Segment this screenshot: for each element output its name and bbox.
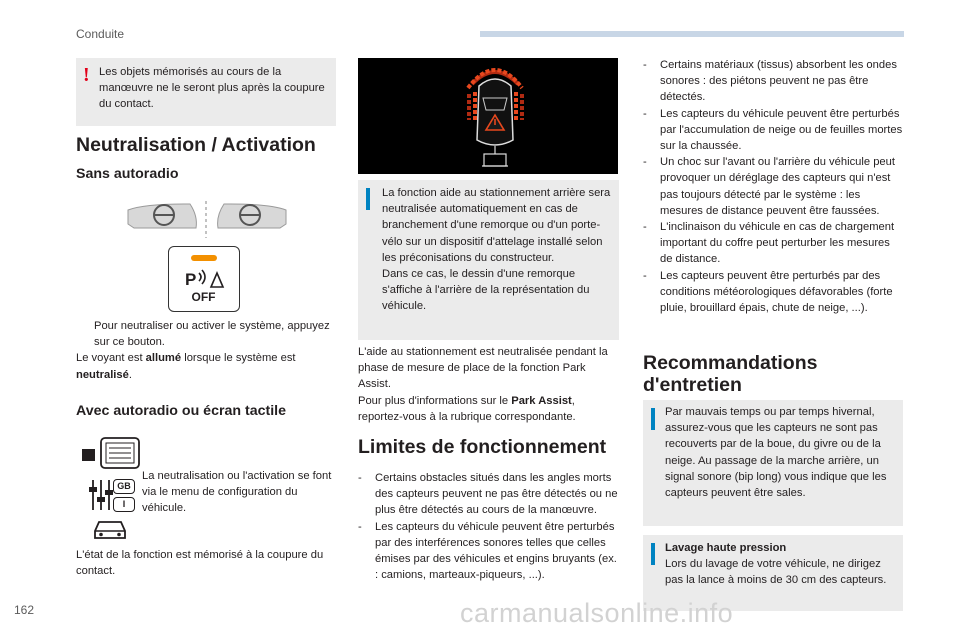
menu-config-text: La neutralisation ou l'activation se font via le menu de configuration du véhicule. <box>142 470 332 515</box>
subheading-sans-autoradio: Sans autoradio <box>76 166 179 182</box>
button-led <box>191 255 217 261</box>
button-off-label: OFF <box>191 290 216 304</box>
touchscreen-icon <box>80 436 142 470</box>
park-assist-text: L'aide au stationnement est neutralisée pendant la phase de mesure de place de la fonction Park Assist. Pour plus d'informations sur le Park Assist, reportez-vous à la rubrique correspondante. <box>358 346 608 423</box>
language-badge-gb: GB <box>113 479 135 494</box>
svg-text:P: P <box>185 270 197 289</box>
info-note-trailer <box>358 180 619 340</box>
page-number: 162 <box>14 603 35 617</box>
list-item: - Un choc sur l'avant ou l'arrière du véhicule peut provoquer un déréglage des capteurs qui n'est pas toujours détecté par le système : les mesures de distance peuvent être faussées. <box>643 156 895 217</box>
list-item: - Les capteurs peuvent être perturbés par des conditions météorologiques défavorables (forte pluie, brouillard épais, chute de neige, ...). <box>643 269 893 315</box>
list-item: - Certains obstacles situés dans les angles morts des capteurs peuvent ne pas être détectés ou ne plus être détectés au cours de la manœuvre. <box>358 472 618 517</box>
washing-text: Lavage haute pression Lors du lavage de votre véhicule, ne dirigez pas la lance à moins de 30 cm des capteurs. <box>665 542 887 587</box>
steering-wheel-icon <box>124 198 290 238</box>
section-label: Conduite <box>76 27 125 41</box>
warning-note <box>76 58 336 126</box>
watermark: carmanualsonline.info <box>460 598 734 628</box>
list-item: - Les capteurs du véhicule peuvent être perturbés par l'accumulation de neige ou de feuilles mortes sur la chaussée. <box>643 107 903 153</box>
list-item: - Certains matériaux (tissus) absorbent les ondes sonores : des piétons peuvent ne pas être détectés. <box>643 59 897 104</box>
settings-sliders-icon <box>88 478 114 512</box>
limits-list <box>358 470 620 583</box>
info-trailer-text: La fonction aide au stationnement arrière sera neutralisée automatiquement en cas de branchement d'une remorque ou d'un porte-vélo sur un dispositif d'attelage installé selon les préconisations du constructeur. Dans ce cas, le dessin d'une remorque s'affiche à l'arrière de la représentation du véhicule. <box>382 187 611 313</box>
heading-neutralisation: Neutralisation / Activation <box>76 134 316 156</box>
bullet-text: Pour neutraliser ou activer le système, appuyez sur ce bouton. <box>94 320 330 349</box>
status-sentence: Le voyant est allumé lorsque le système est neutralisé. <box>76 352 296 381</box>
list-item: - L'inclinaison du véhicule en cas de chargement important du coffre peut perturber les mesures de distance. <box>643 221 895 266</box>
press-button-instruction <box>76 318 336 383</box>
park-assist-off-button[interactable] <box>168 246 240 312</box>
info-icon <box>366 188 370 210</box>
heading-limites: Limites de fonctionnement <box>358 436 607 458</box>
info-note-maintenance <box>643 400 903 526</box>
list-item: - Les capteurs du véhicule peuvent être perturbés par des interférences sonores telles que celles émises par des véhicules et engins bruyants (ex. : camions, marteaux-piqueurs, ...). <box>358 520 617 582</box>
language-badge-i: I <box>113 497 135 512</box>
warning-note-text: Les objets mémorisés au cours de la manœuvre ne le seront plus après la coupure du contact. <box>99 66 325 111</box>
vehicle-config-icon <box>92 517 128 541</box>
info-icon <box>651 408 655 430</box>
exclamation-warning-icon: ! <box>83 64 90 86</box>
header-accent-bar <box>480 31 904 37</box>
rear-parking-image <box>358 58 618 174</box>
limits-list-continued <box>643 57 905 316</box>
memorized-state-text: L'état de la fonction est mémorisé à la coupure du contact. <box>76 549 324 578</box>
rear-parking-sensor-illustration <box>358 58 618 174</box>
info-icon <box>651 543 655 565</box>
subheading-avec-autoradio: Avec autoradio ou écran tactile <box>76 403 286 419</box>
maintenance-text: Par mauvais temps ou par temps hivernal, assurez-vous que les capteurs ne sont pas recouverts par de la boue, du givre ou de la neige. Au passage de la marche arrière, un signal sonore (bip long) vous indique que les capteurs peuvent être sales. <box>665 406 887 500</box>
park-assist-off-button-icon <box>183 267 227 291</box>
heading-recommandations: Recommandations d'entretien <box>643 352 818 396</box>
